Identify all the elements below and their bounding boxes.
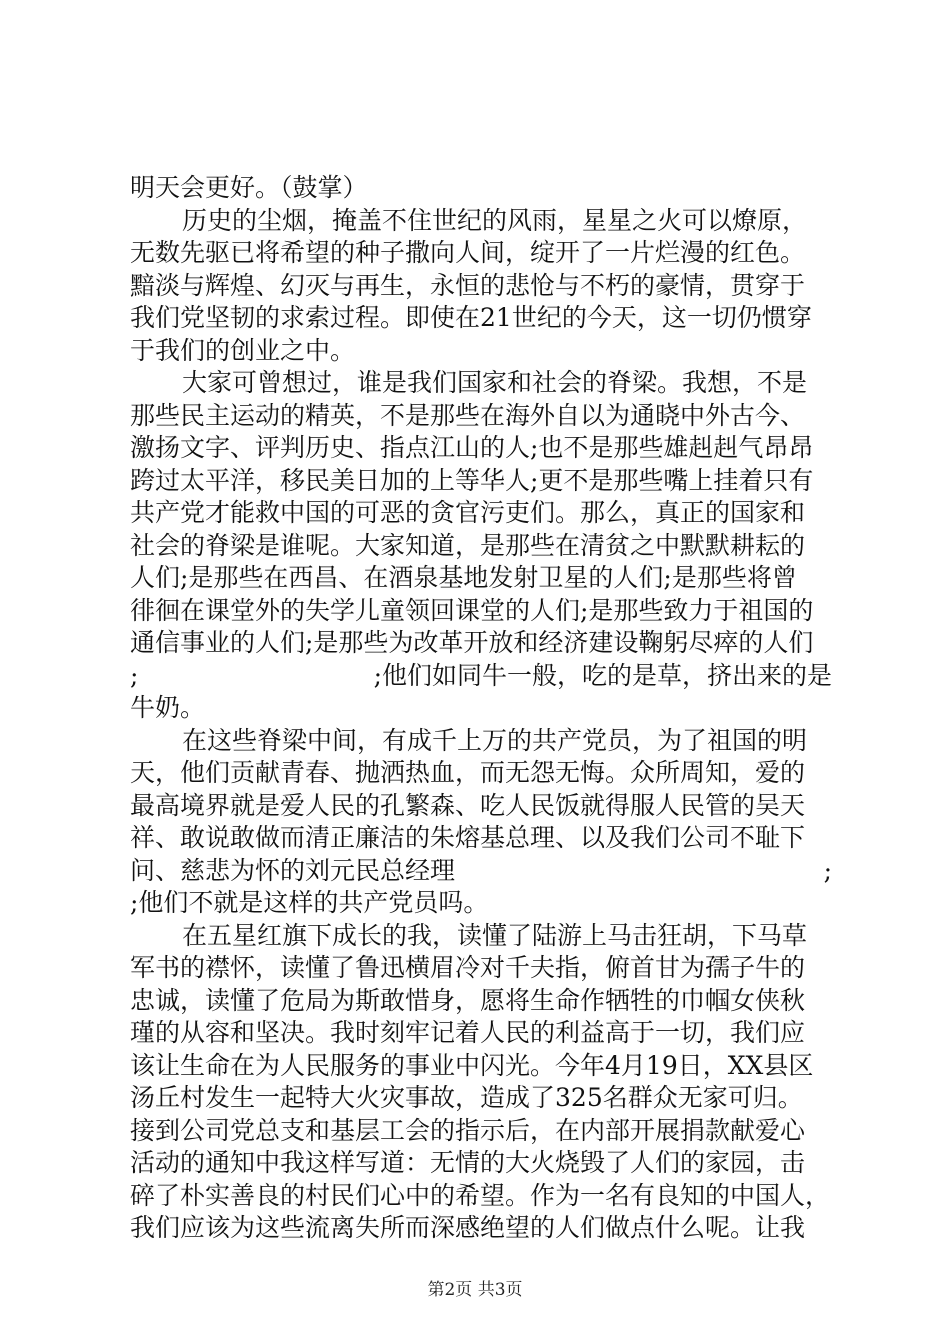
document-body bbox=[130, 172, 832, 1245]
text-line: 在这些脊梁中间，有成千上万的共产党员，为了祖国的明 bbox=[182, 725, 808, 755]
text-line: 跨过太平洋，移民美日加的上等华人;更不是那些嘴上挂着只有 bbox=[130, 465, 814, 495]
text-line: 忠诚，读懂了危局为斯敢惜身，愿将生命作牺牲的巾帼女侠秋 bbox=[130, 985, 806, 1015]
text-line: 祥、敢说敢做而清正廉洁的朱熔基总理、以及我们公司不耻下 bbox=[130, 823, 806, 852]
text-line: 天，他们贡献青春、抛洒热血，而无怨无悔。众所周知，爱的 bbox=[130, 758, 806, 787]
text-line: 瑾的从容和坚决。我时刻牢记着人民的利益高于一切，我们应 bbox=[130, 1018, 806, 1047]
text-line: 军书的襟怀，读懂了鲁迅横眉冷对千夫指，俯首甘为孺子牛的 bbox=[130, 953, 806, 982]
text-line: 牛奶。 bbox=[130, 693, 206, 722]
text-line: 共产党才能救中国的可恶的贪官污吏们。那么，真正的国家和 bbox=[130, 498, 806, 527]
text-line: 人们;是那些在西昌、在酒泉基地发射卫星的人们;是那些将曾 bbox=[130, 563, 797, 592]
text-line: 历史的尘烟，掩盖不住世纪的风雨，星星之火可以燎原， bbox=[182, 205, 808, 235]
text-line: 激扬文字、评判历史、指点江山的人;也不是那些雄赳赳气昂昂 bbox=[130, 433, 814, 462]
text-line-left: 问、慈悲为怀的刘元民总经理 bbox=[130, 855, 456, 885]
text-line: 徘徊在课堂外的失学儿童领回课堂的人们;是那些致力于祖国的 bbox=[130, 595, 814, 625]
text-line bbox=[130, 855, 832, 888]
text-line: 无数先驱已将希望的种子撒向人间，绽开了一片烂漫的红色。 bbox=[130, 238, 806, 267]
text-line: 黯淡与辉煌、幻灭与再生，永恒的悲怆与不朽的豪情，贯穿于 bbox=[130, 270, 806, 300]
text-line: 于我们的创业之中。 bbox=[130, 335, 356, 365]
text-line-left: ; bbox=[130, 660, 139, 690]
text-line: 那些民主运动的精英，不是那些在海外自以为通晓中外古今、 bbox=[130, 400, 806, 430]
text-line: 大家可曾想过，谁是我们国家和社会的脊梁。我想，不是 bbox=[182, 368, 808, 397]
text-line: ;他们不就是这样的共产党员吗。 bbox=[130, 888, 489, 917]
text-line: 接到公司党总支和基层工会的指示后，在内部开展捐款献爱心 bbox=[130, 1115, 806, 1145]
text-line bbox=[130, 660, 832, 693]
text-line: 我们党坚韧的求索过程。即使在21世纪的今天，这一切仍惯穿 bbox=[130, 303, 812, 332]
text-line: 汤丘村发生一起特大火灾事故，造成了325名群众无家可归。 bbox=[130, 1083, 803, 1112]
page-footer: 第2页 共3页 bbox=[427, 1280, 523, 1300]
text-line: 在五星红旗下成长的我，读懂了陆游上马击狂胡，下马草 bbox=[182, 920, 808, 950]
text-line: 碎了朴实善良的村民们心中的希望。作为一名有良知的中国人， bbox=[130, 1180, 831, 1210]
text-line: 明天会更好。（鼓掌） bbox=[130, 173, 368, 202]
text-line: 通信事业的人们;是那些为改革开放和经济建设鞠躬尽瘁的人们 bbox=[130, 628, 814, 657]
text-line: 活动的通知中我这样写道：无情的大火烧毁了人们的家园，击 bbox=[130, 1148, 806, 1177]
text-line: 我们应该为这些流离失所而深感绝望的人们做点什么呢。让我 bbox=[130, 1213, 806, 1242]
text-line-right: ; bbox=[823, 855, 832, 885]
text-line: 最高境界就是爱人民的孔繁森、吃人民饭就得服人民管的吴天 bbox=[130, 790, 806, 820]
text-line: 社会的脊梁是谁呢。大家知道，是那些在清贫之中默默耕耘的 bbox=[130, 530, 806, 560]
text-line-right: ;他们如同牛一般，吃的是草，挤出来的是 bbox=[373, 660, 832, 690]
text-line: 该让生命在为人民服务的事业中闪光。今年4月19日，XX县区 bbox=[130, 1050, 814, 1080]
